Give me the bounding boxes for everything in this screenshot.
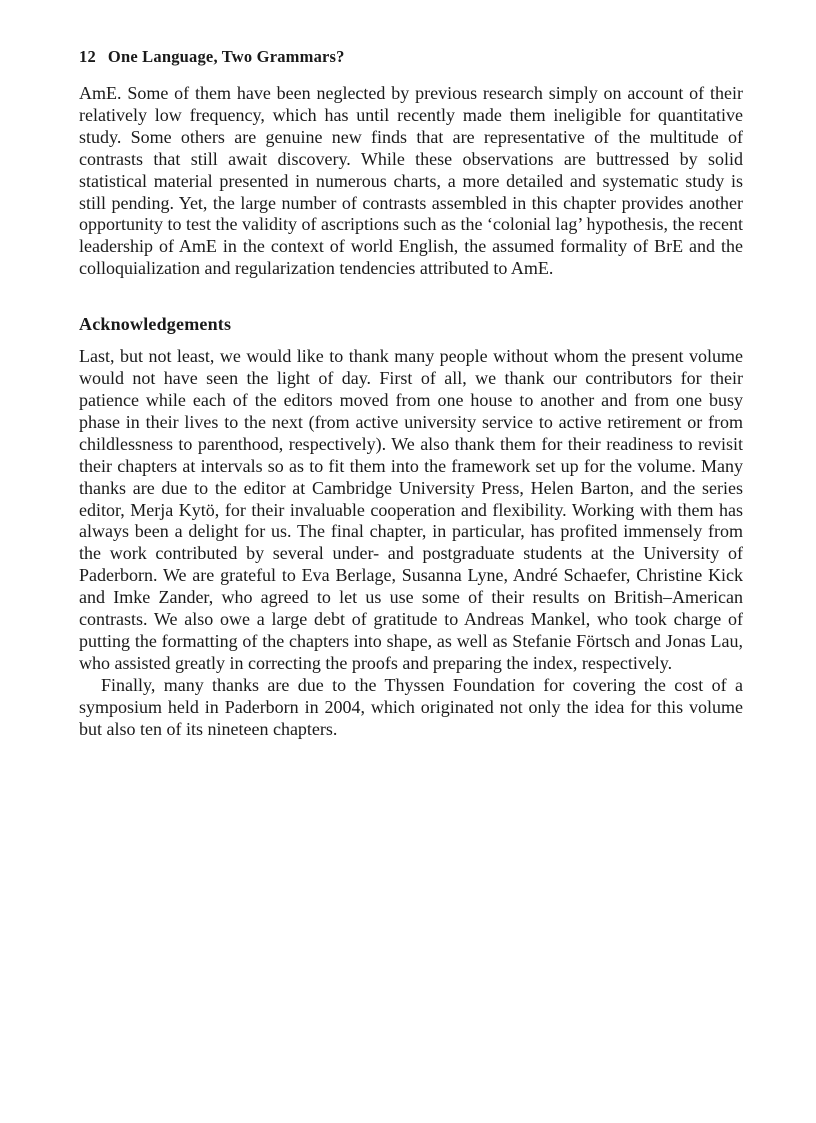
book-page xyxy=(79,46,743,740)
intro-paragraph: AmE. Some of them have been neglected by previous research simply on account of their relatively low frequency, which has until recently made them ineligible for quantitative study. Some others are genuine new finds that are representative of the multitude of contrasts that still await discovery. While these observations are buttressed by solid statistical material presented in numerous charts, a more detailed and systematic study is still pending. Yet, the large number of contrasts assembled in this chapter provides another opportunity to test the validity of ascriptions such as the ‘colonial lag’ hypothesis, the recent leadership of AmE in the context of world English, the assumed formality of BrE and the colloquialization and regularization tendencies attributed to AmE. xyxy=(79,83,744,279)
book-title: One Language, Two Grammars? xyxy=(107,47,345,66)
section-heading-acknowledgements: Acknowledgements xyxy=(79,314,232,335)
acknowledgements-paragraph-2: Finally, many thanks are due to the Thyssen Foundation for covering the cost of a symposium held in Paderborn in 2004, which originated not only the idea for this volume but also ten of its nineteen chapters. xyxy=(79,674,743,739)
running-head xyxy=(79,46,743,68)
page-number: 12 xyxy=(79,47,96,66)
acknowledgements-paragraph-1: Last, but not least, we would like to thank many people without whom the present volume would not have seen the light of day. First of all, we thank our contributors for their patience while each of the editors moved from one house to another and from one busy phase in their lives to the next (from active university service to active retirement or from childlessness to parenthood, respectively). We also thank them for their readiness to revisit their chapters at intervals so as to fit them into the framework set up for the volume. Many thanks are due to the editor at Cambridge University Press, Helen Barton, and the series editor, Merja Kytö, for their invaluable cooperation and flexibility. Working with them has always been a delight for us. The final chapter, in particular, has profited immensely from the work contributed by several under- and postgraduate students at the University of Paderborn. We are grateful to Eva Berlage, Susanna Lyne, André Schaefer, Christine Kick and Imke Zander, who agreed to let us use some of their results on British–American contrasts. We also owe a large debt of gratitude to Andreas Mankel, who took charge of putting the formatting of the chapters into shape, as well as Stefanie Förtsch and Jonas Lau, who assisted greatly in correcting the proofs and preparing the index, respectively. xyxy=(79,346,743,673)
